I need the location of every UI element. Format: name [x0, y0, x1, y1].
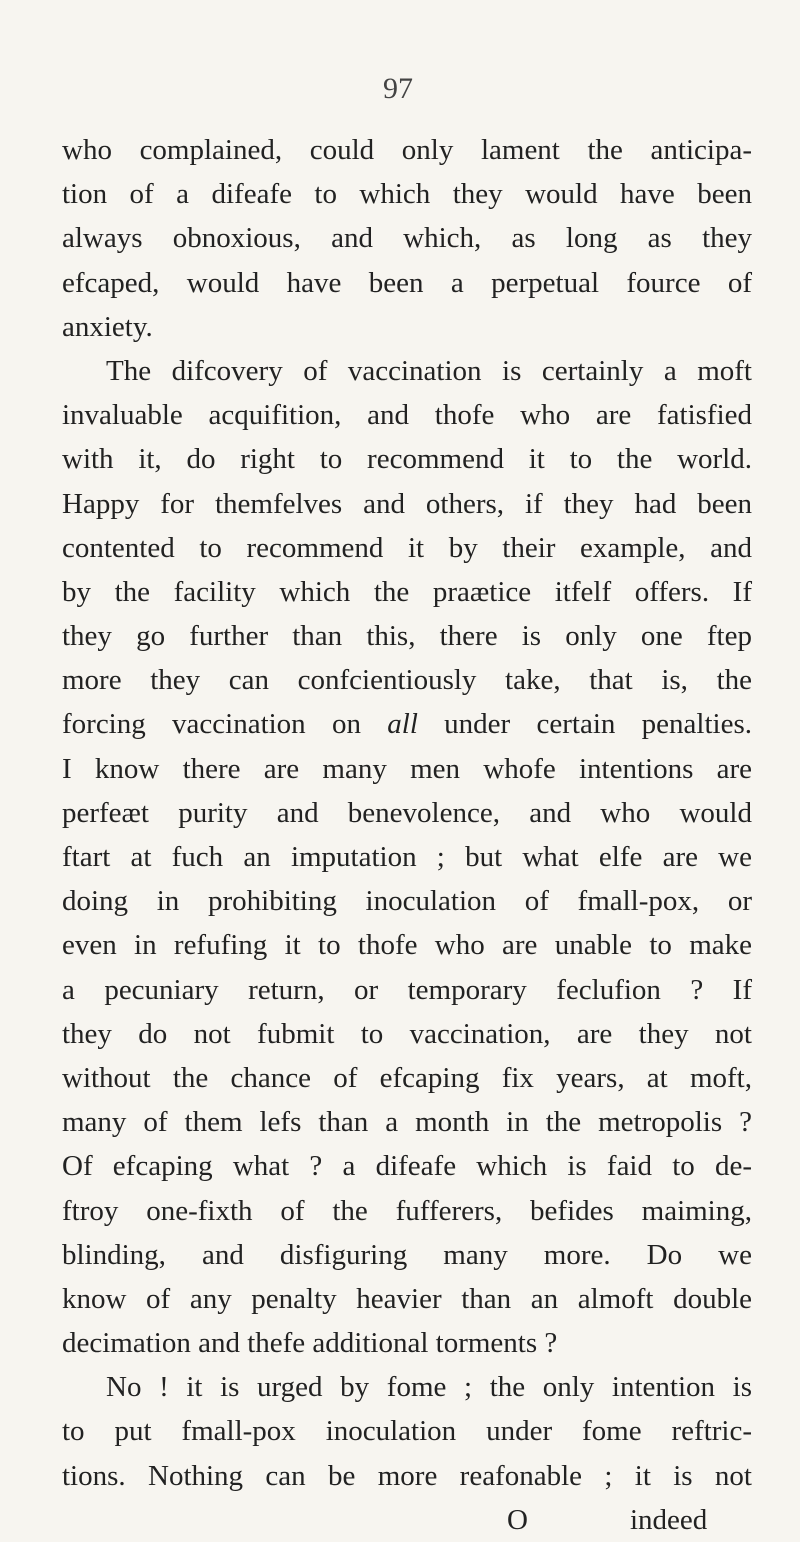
text-line: doing in prohibiting inoculation of fmall-pox, or	[62, 885, 752, 918]
text-line: many of them lefs than a month in the metropolis ?	[62, 1106, 752, 1139]
catchword-line	[62, 1498, 752, 1542]
catchword: indeed	[630, 1503, 708, 1536]
text-line: always obnoxious, and which, as long as they	[62, 222, 752, 255]
text-line: anxiety.	[62, 310, 153, 343]
text-line: decimation and thefe additional torments ?	[62, 1327, 558, 1360]
text-line: perfeæt purity and benevolence, and who would	[62, 796, 752, 829]
text-line: The difcovery of vaccination is certainly a moft	[106, 354, 752, 387]
text-line: blinding, and disfiguring many more. Do we	[62, 1238, 752, 1271]
text-line: they go further than this, there is only one ftep	[62, 620, 752, 653]
text-line: Happy for themfelves and others, if they had been	[62, 487, 752, 520]
text-line: ftroy one-fixth of the fufferers, befides maiming,	[62, 1194, 752, 1227]
text-line: invaluable acquifition, and thofe who are fatisfied	[62, 399, 752, 432]
text-line: I know there are many men whofe intentions are	[62, 752, 752, 785]
text-line: ftart at fuch an imputation ; but what elfe are we	[62, 841, 752, 873]
text-line: by the facility which the praætice itfelf offers. If	[62, 575, 752, 608]
page-number: 97	[383, 72, 413, 105]
text-line: they do not fubmit to vaccination, are they not	[62, 1017, 752, 1050]
text-line: tions. Nothing can be more reafonable ; it is not	[62, 1459, 752, 1492]
text-line: who complained, could only lament the anticipa-	[62, 134, 752, 166]
text-line: even in refufing it to thofe who are unable to make	[62, 929, 752, 962]
text-line: forcing vaccination on all under certain penalties.	[62, 708, 752, 741]
text-line: Of efcaping what ? a difeafe which is faid to de-	[62, 1150, 752, 1183]
text-line: without the chance of efcaping fix years, at moft,	[62, 1061, 752, 1094]
signature-mark: O	[507, 1503, 528, 1536]
text-line: to put fmall-pox inoculation under fome reftric-	[62, 1415, 752, 1448]
text-line: more they can confcientiously take, that is, the	[62, 664, 752, 697]
text-line: tion of a difeafe to which they would have been	[62, 178, 752, 211]
body-text	[62, 128, 752, 1542]
text-line: contented to recommend it by their example, and	[62, 531, 752, 564]
text-line: efcaped, would have been a perpetual fource of	[62, 266, 752, 299]
text-line: know of any penalty heavier than an almoft double	[62, 1282, 752, 1315]
text-line: No ! it is urged by fome ; the only intention is	[106, 1371, 752, 1404]
text-line: a pecuniary return, or temporary feclufion ? If	[62, 973, 752, 1006]
text-line: with it, do right to recommend it to the world.	[62, 443, 752, 476]
